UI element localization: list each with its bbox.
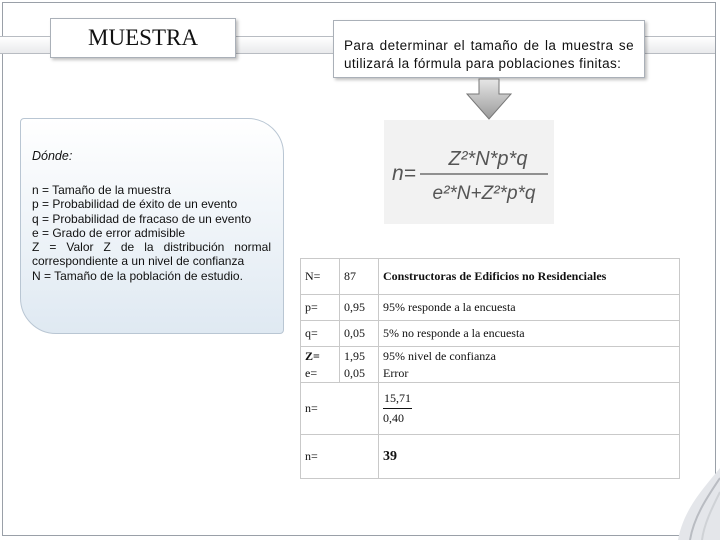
formula-image [384, 120, 554, 224]
corner-decoration-icon [664, 468, 720, 540]
param-symbol: p= [301, 295, 340, 321]
param-value: 0,05 [340, 321, 379, 347]
definition-q: q = Probabilidad de fracaso de un evento [32, 211, 252, 226]
slide-title: MUESTRA [50, 18, 236, 58]
param-value: 0,95 [340, 295, 379, 321]
n-result-symbol: n= [301, 435, 379, 479]
definition-z: Z = Valor Z de la distribución normal correspondiente a un nivel de confianza [32, 240, 271, 269]
sample-size-formula [384, 120, 554, 224]
param-description: 5% no responde a la encuesta [379, 321, 680, 347]
param-description-pair [379, 347, 680, 383]
down-arrow-icon [466, 78, 512, 120]
param-value: 0,05 [344, 365, 365, 380]
formula-numerator: Z²*N*p*q [448, 148, 528, 170]
n-result-value: 39 [379, 435, 680, 479]
definition-e: e = Grado de error admisible [32, 225, 186, 240]
definitions-heading: Dónde: [32, 149, 73, 163]
n-fraction-numerator: 15,71 [383, 389, 412, 409]
table-row [301, 383, 680, 435]
table-row [301, 435, 680, 479]
table-row [301, 321, 680, 347]
formula-denominator: e²*N+Z²*p*q [432, 183, 536, 204]
param-description: 95% nivel de confianza [383, 348, 496, 363]
table-row [301, 259, 680, 295]
table-row [301, 347, 680, 383]
intro-text: Para determinar el tamaño de la muestra se utilizará la fórmula para poblaciones finitas: [333, 20, 645, 78]
n-fraction-symbol: n= [301, 383, 379, 435]
definition-p: p = Probabilidad de éxito de un evento [32, 197, 238, 212]
n-fraction [379, 383, 680, 435]
param-value-pair [340, 347, 379, 383]
param-value: 1,95 [344, 348, 365, 363]
param-symbol: q= [301, 321, 340, 347]
definition-N: N = Tamaño de la población de estudio. [32, 268, 243, 283]
param-symbol: N= [301, 259, 340, 295]
param-symbol: Z= [305, 348, 320, 363]
definition-n: n = Tamaño de la muestra [32, 183, 171, 197]
parameters-table [300, 258, 680, 479]
n-fraction-denominator: 0,40 [383, 411, 404, 425]
param-description: 95% responde a la encuesta [379, 295, 680, 321]
param-value: 87 [340, 259, 379, 295]
param-description: Error [383, 365, 409, 380]
param-description: Constructoras de Edificios no Residenciales [379, 259, 680, 295]
definitions-panel [20, 118, 284, 334]
table-row [301, 295, 680, 321]
param-symbol-pair [301, 347, 340, 383]
formula-lhs: n= [392, 162, 416, 185]
param-symbol: e= [305, 365, 318, 380]
